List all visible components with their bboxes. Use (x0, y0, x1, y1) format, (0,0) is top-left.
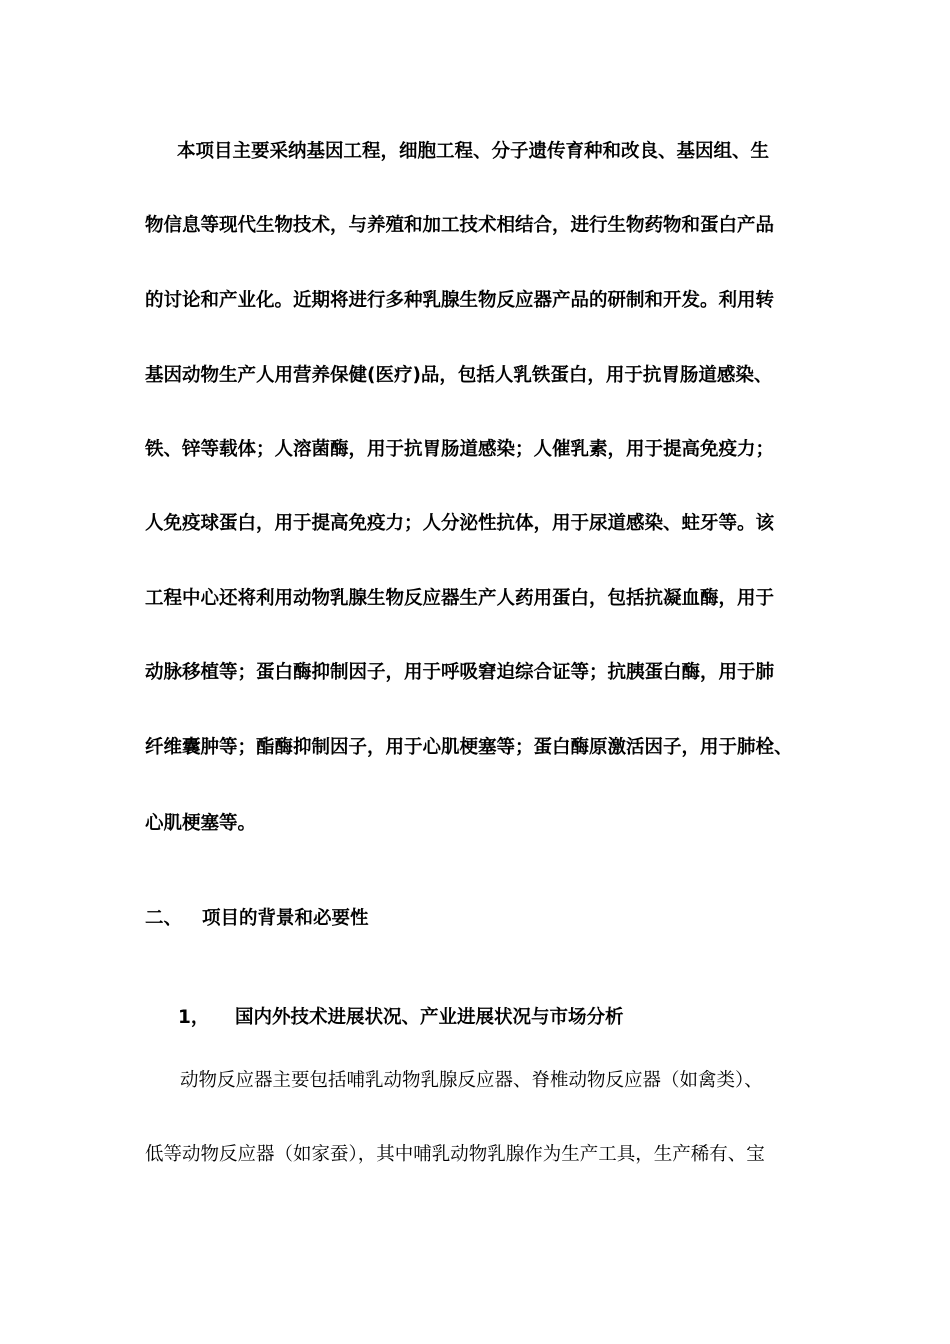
paragraph-1-line: 动脉移植等；蛋白酶抑制因子，用于呼吸窘迫综合证等；抗胰蛋白酶，用于肺 (145, 662, 775, 683)
paragraph-1-line: 人免疫球蛋白，用于提高免疫力；人分泌性抗体，用于尿道感染、蛀牙等。该 (145, 513, 775, 534)
subsection-number: 1， (178, 1007, 210, 1028)
paragraph-1-line: 工程中心还将利用动物乳腺生物反应器生产人药用蛋白，包括抗凝血酶，用于 (145, 588, 775, 609)
paragraph-2-line: 动物反应器主要包括哺乳动物乳腺反应器、脊椎动物反应器（如禽类）、 (180, 1070, 763, 1091)
paragraph-1-line: 心肌梗塞等。 (145, 813, 257, 834)
paragraph-1-line: 基因动物生产人用营养保健(医疗)品，包括人乳铁蛋白，用于抗胃肠道感染、 (145, 365, 773, 386)
paragraph-1-line: 纤维囊肿等；酯酶抑制因子，用于心肌梗塞等；蛋白酶原激活因子，用于肺栓、 (145, 737, 793, 758)
paragraph-1-line: 物信息等现代生物技术，与养殖和加工技术相结合，进行生物药物和蛋白产品 (145, 215, 775, 236)
section-title: 项目的背景和必要性 (202, 908, 369, 929)
paragraph-1-line: 本项目主要采纳基因工程，细胞工程、分子遗传育种和改良、基因组、生 (177, 141, 770, 162)
paragraph-2-line: 低等动物反应器（如家蚕），其中哺乳动物乳腺作为生产工具，生产稀有、宝 (145, 1144, 765, 1165)
paragraph-1-line: 铁、锌等载体；人溶菌酶，用于抗胃肠道感染；人催乳素，用于提高免疫力； (145, 439, 775, 460)
paragraph-1-line: 的讨论和产业化。近期将进行多种乳腺生物反应器产品的研制和开发。利用转 (145, 290, 775, 311)
section-number: 二、 (145, 908, 183, 929)
subsection-title: 国内外技术进展状况、产业进展状况与市场分析 (235, 1007, 624, 1028)
